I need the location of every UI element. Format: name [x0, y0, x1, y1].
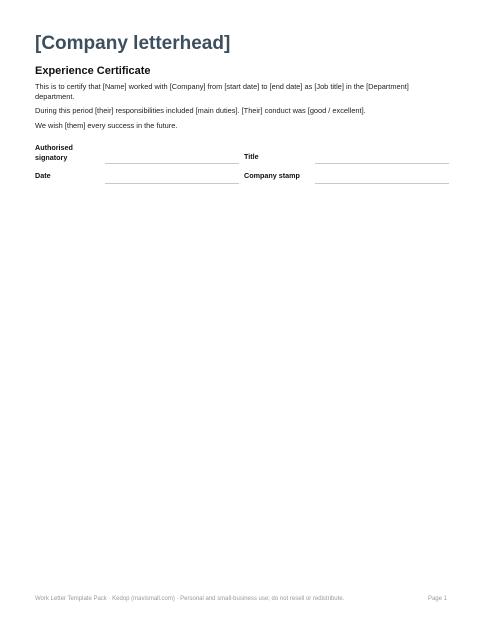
title-line [315, 163, 449, 164]
certificate-title: Experience Certificate [35, 65, 151, 77]
stamp-line [315, 183, 449, 184]
duties-paragraph: During this period [their] responsibilities included [main duties]. [Their] conduct was [good / excellent]. [35, 106, 366, 115]
page-number: Page 1 [427, 596, 447, 602]
signatory-label: Authorised signatory [35, 143, 73, 162]
footer-notice: Work Letter Template Pack · Kedop (mavismall.com) · Personal and small-business use; do not resell or redistribute. [35, 596, 345, 602]
signatory-line [105, 163, 239, 164]
title-label: Title [244, 152, 259, 161]
certification-paragraph: This is to certify that [Name] worked with [Company] from [start date] to [end date] as [Job title] in the [Department] department. [35, 82, 409, 101]
company-letterhead: [Company letterhead] [35, 33, 231, 54]
date-line [105, 183, 239, 184]
date-label: Date [35, 171, 51, 180]
wishes-paragraph: We wish [them] every success in the future. [35, 121, 178, 130]
stamp-label: Company stamp [244, 171, 300, 180]
